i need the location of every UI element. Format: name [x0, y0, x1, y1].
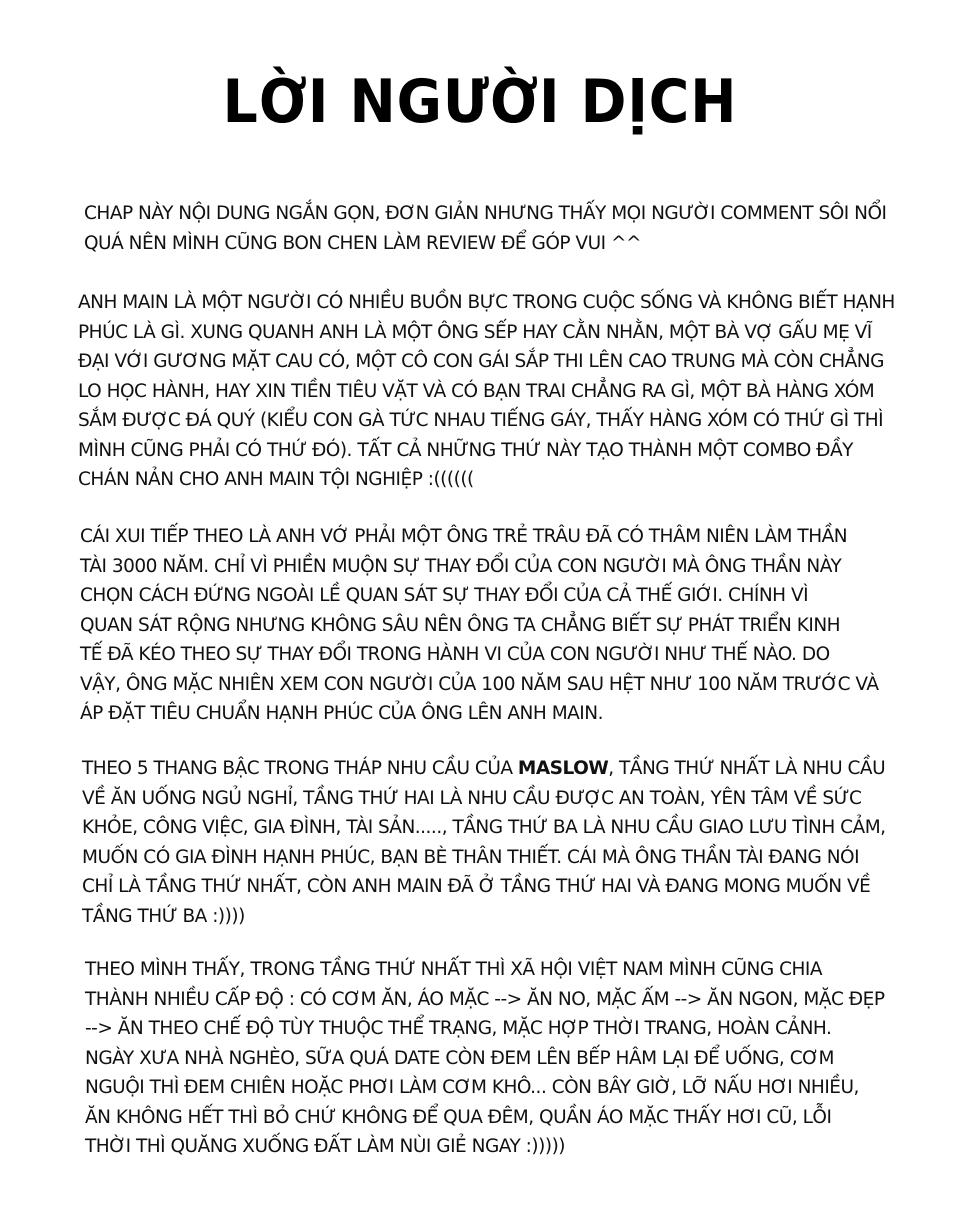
- text-line: MÌNH CŨNG PHẢI CÓ THỨ ĐÓ). TẤT CẢ NHỮNG THỨ NÀY TẠO THÀNH MỘT COMBO ĐẦY: [78, 439, 853, 461]
- text-line: THEO MÌNH THẤY, TRONG TẦNG THỨ NHẤT THÌ XÃ HỘI VIỆT NAM MÌNH CŨNG CHIA: [85, 959, 823, 980]
- text-line: QUÁ NÊN MÌNH CŨNG BON CHEN LÀM REVIEW ĐỂ GÓP VUI ^^: [84, 232, 641, 254]
- paragraph-vietnam-society: [85, 955, 885, 1162]
- text-line: SẮM ĐƯỢC ĐÁ QUÝ (KIỂU CON GÀ TỨC NHAU TIẾNG GÁY, THẤY HÀNG XÓM CÓ THỨ GÌ THÌ: [78, 410, 884, 431]
- text-line: CHỌN CÁCH ĐỨNG NGOÀI LỀ QUAN SÁT SỰ THAY ĐỔI CỦA CẢ THẾ GIỚI. CHÍNH VÌ: [80, 585, 809, 606]
- text-line: TẦNG THỨ BA :)))): [82, 905, 245, 927]
- text-line: CHỈ LÀ TẦNG THỨ NHẤT, CÒN ANH MAIN ĐÃ Ở TẦNG THỨ HAI VÀ ĐANG MONG MUỐN VỀ: [82, 876, 871, 897]
- text-line: [82, 754, 886, 784]
- maslow-highlight: MASLOW: [517, 758, 609, 779]
- text-segment: , TẦNG THỨ NHẤT LÀ NHU CẦU: [608, 758, 886, 779]
- paragraph-intro: [84, 199, 886, 258]
- text-line: ĂN KHÔNG HẾT THÌ BỎ CHỨ KHÔNG ĐỂ QUA ĐÊM, QUẦN ÁO MẶC THẤY HƠI CŨ, LỖI: [85, 1106, 832, 1128]
- text-line: ANH MAIN LÀ MỘT NGƯỜI CÓ NHIỀU BUỒN BỰC TRONG CUỘC SỐNG VÀ KHÔNG BIẾT HẠNH: [78, 292, 895, 313]
- text-line: --> ĂN THEO CHẾ ĐỘ TÙY THUỘC THỂ TRẠNG, MẶC HỢP THỜI TRANG, HOÀN CẢNH.: [85, 1018, 832, 1039]
- text-line: CHÁN NẢN CHO ANH MAIN TỘI NGHIỆP :((((((: [78, 469, 474, 490]
- text-line: THỜI THÌ QUĂNG XUỐNG ĐẤT LÀM NÙI GIẺ NGAY :))))): [85, 1136, 566, 1157]
- text-line: CHAP NÀY NỘI DUNG NGẮN GỌN, ĐƠN GIẢN NHƯNG THẤY MỌI NGƯỜI COMMENT SÔI NỔI: [84, 203, 887, 224]
- text-line: ÁP ĐẶT TIÊU CHUẨN HẠNH PHÚC CỦA ÔNG LÊN ANH MAIN.: [80, 703, 603, 724]
- text-line: TẾ ĐÃ KÉO THEO SỰ THAY ĐỔI TRONG HÀNH VI CỦA CON NGƯỜI NHƯ THẾ NÀO. DO: [80, 644, 830, 665]
- text-line: THÀNH NHIỀU CẤP ĐỘ : CÓ CƠM ĂN, ÁO MẶC --> ĂN NO, MẶC ẤM --> ĂN NGON, MẶC ĐẸP: [85, 988, 885, 1010]
- page-title: LỜI NGƯỜI DỊCH: [222, 67, 738, 137]
- paragraph-god-of-wealth: [80, 522, 879, 729]
- text-line: TÀI 3000 NĂM. CHỈ VÌ PHIỀN MUỘN SỰ THAY ĐỔI CỦA CON NGƯỜI MÀ ÔNG THẦN NÀY: [80, 555, 842, 577]
- text-segment: THEO 5 THANG BẬC TRONG THÁP NHU CẦU CỦA: [82, 758, 518, 779]
- text-line: QUAN SÁT RỘNG NHƯNG KHÔNG SÂU NÊN ÔNG TA CHẲNG BIẾT SỰ PHÁT TRIỂN KINH: [80, 614, 841, 636]
- paragraph-main-character: [78, 288, 895, 495]
- text-line: PHÚC LÀ GÌ. XUNG QUANH ANH LÀ MỘT ÔNG SẾP HAY CẰN NHẰN, MỘT BÀ VỢ GẤU MẸ VĨ: [78, 321, 872, 343]
- text-line: NGUỘI THÌ ĐEM CHIÊN HOẶC PHƠI LÀM CƠM KHÔ... CÒN BÂY GIỜ, LỠ NẤU HƠI NHIỀU,: [85, 1077, 859, 1098]
- text-line: MUỐN CÓ GIA ĐÌNH HẠNH PHÚC, BẠN BÈ THÂN THIẾT. CÁI MÀ ÔNG THẦN TÀI ĐANG NÓI: [82, 846, 860, 868]
- text-line: CÁI XUI TIẾP THEO LÀ ANH VỚ PHẢI MỘT ÔNG TRẺ TRÂU ĐÃ CÓ THÂM NIÊN LÀM THẦN: [80, 526, 848, 547]
- text-line: VẬY, ÔNG MẶC NHIÊN XEM CON NGƯỜI CỦA 100 NĂM SAU HỆT NHƯ 100 NĂM TRƯỚC VÀ: [80, 673, 879, 695]
- text-line: VỀ ĂN UỐNG NGỦ NGHỈ, TẦNG THỨ HAI LÀ NHU CẦU ĐƯỢC AN TOÀN, YÊN TÂM VỀ SỨC: [82, 787, 862, 809]
- text-line: NGÀY XƯA NHÀ NGHÈO, SỮA QUÁ DATE CÒN ĐEM LÊN BẾP HÂM LẠI ĐỂ UỐNG, CƠM: [85, 1047, 834, 1069]
- paragraph-maslow: [82, 754, 886, 931]
- text-line: ĐẠI VỚI GƯƠNG MẶT CAU CÓ, MỘT CÔ CON GÁI SẮP THI LÊN CAO TRUNG MÀ CÒN CHẲNG: [78, 351, 884, 372]
- text-line: LO HỌC HÀNH, HAY XIN TIỀN TIÊU VẶT VÀ CÓ BẠN TRAI CHẲNG RA GÌ, MỘT BÀ HÀNG XÓM: [78, 380, 875, 402]
- text-line: KHỎE, CÔNG VIỆC, GIA ĐÌNH, TÀI SẢN....., TẦNG THỨ BA LÀ NHU CẦU GIAO LƯU TÌNH CẢM,: [82, 817, 886, 838]
